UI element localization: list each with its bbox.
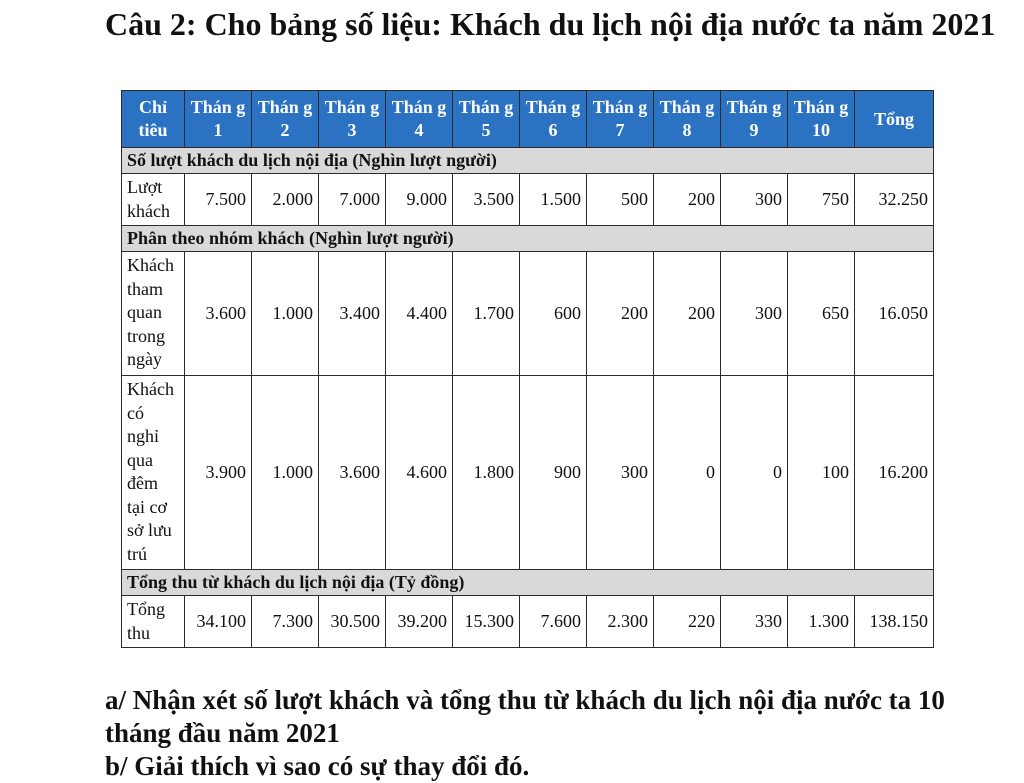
table-row (122, 596, 934, 648)
table-cell: 220 (654, 596, 721, 648)
header-cell: Thán g 6 (520, 91, 587, 148)
tourism-data-table (121, 90, 934, 648)
table-cell: 300 (721, 174, 788, 226)
row-label: Tổng thu (122, 596, 185, 648)
header-cell: Thán g 9 (721, 91, 788, 148)
header-cell: Tổng (855, 91, 934, 148)
table-cell: 7.300 (252, 596, 319, 648)
table-cell: 300 (587, 376, 654, 570)
table-cell: 39.200 (386, 596, 453, 648)
table-row (122, 174, 934, 226)
header-cell: Thán g 3 (319, 91, 386, 148)
table-cell: 7.000 (319, 174, 386, 226)
header-cell: Thán g 8 (654, 91, 721, 148)
header-cell: Chỉ tiêu (122, 91, 185, 148)
section-label: Tổng thu từ khách du lịch nội địa (Tỷ đồng) (122, 570, 934, 596)
section-row (122, 148, 934, 174)
question-title: Câu 2: Cho bảng số liệu: Khách du lịch nội địa nước ta năm 2021 (105, 6, 996, 42)
table-cell: 1.300 (788, 596, 855, 648)
table-cell: 750 (788, 174, 855, 226)
table-cell: 9.000 (386, 174, 453, 226)
table-cell: 7.500 (185, 174, 252, 226)
table-cell: 30.500 (319, 596, 386, 648)
table-cell: 0 (721, 376, 788, 570)
table-cell: 300 (721, 252, 788, 376)
table-cell: 16.050 (855, 252, 934, 376)
table-cell: 200 (587, 252, 654, 376)
section-row (122, 570, 934, 596)
table-cell: 0 (654, 376, 721, 570)
table-cell: 2.300 (587, 596, 654, 648)
table-cell: 200 (654, 174, 721, 226)
row-label: Khách có nghỉ qua đêm tại cơ sở lưu trú (122, 376, 185, 570)
question-b: b/ Giải thích vì sao có sự thay đổi đó. (105, 751, 530, 781)
header-cell: Thán g 10 (788, 91, 855, 148)
table-cell: 4.600 (386, 376, 453, 570)
table-cell: 4.400 (386, 252, 453, 376)
table-row (122, 376, 934, 570)
table-cell: 3.400 (319, 252, 386, 376)
table-cell: 100 (788, 376, 855, 570)
table-cell: 200 (654, 252, 721, 376)
table-cell: 1.000 (252, 252, 319, 376)
table-cell: 330 (721, 596, 788, 648)
table-cell: 1.500 (520, 174, 587, 226)
header-cell: Thán g 1 (185, 91, 252, 148)
table-cell: 500 (587, 174, 654, 226)
row-label: Khách tham quan trong ngày (122, 252, 185, 376)
table-cell: 3.600 (319, 376, 386, 570)
header-cell: Thán g 7 (587, 91, 654, 148)
table-cell: 7.600 (520, 596, 587, 648)
table-cell: 1.800 (453, 376, 520, 570)
section-label: Phân theo nhóm khách (Nghìn lượt người) (122, 226, 934, 252)
section-label: Số lượt khách du lịch nội địa (Nghìn lượt người) (122, 148, 934, 174)
row-label: Lượt khách (122, 174, 185, 226)
table-cell: 3.500 (453, 174, 520, 226)
table-cell: 650 (788, 252, 855, 376)
table-cell: 16.200 (855, 376, 934, 570)
table-row (122, 252, 934, 376)
table-cell: 34.100 (185, 596, 252, 648)
header-cell: Thán g 5 (453, 91, 520, 148)
table-cell: 600 (520, 252, 587, 376)
table-cell: 1.700 (453, 252, 520, 376)
table-cell: 3.900 (185, 376, 252, 570)
table-cell: 15.300 (453, 596, 520, 648)
header-cell: Thán g 2 (252, 91, 319, 148)
table-cell: 32.250 (855, 174, 934, 226)
question-a: a/ Nhận xét số lượt khách và tổng thu từ khách du lịch nội địa nước ta 10 tháng đầu năm 2021 (105, 685, 945, 748)
table-cell: 3.600 (185, 252, 252, 376)
table-cell: 900 (520, 376, 587, 570)
section-row (122, 226, 934, 252)
table-header-row (122, 91, 934, 148)
table-cell: 1.000 (252, 376, 319, 570)
table-cell: 2.000 (252, 174, 319, 226)
header-cell: Thán g 4 (386, 91, 453, 148)
table-cell: 138.150 (855, 596, 934, 648)
